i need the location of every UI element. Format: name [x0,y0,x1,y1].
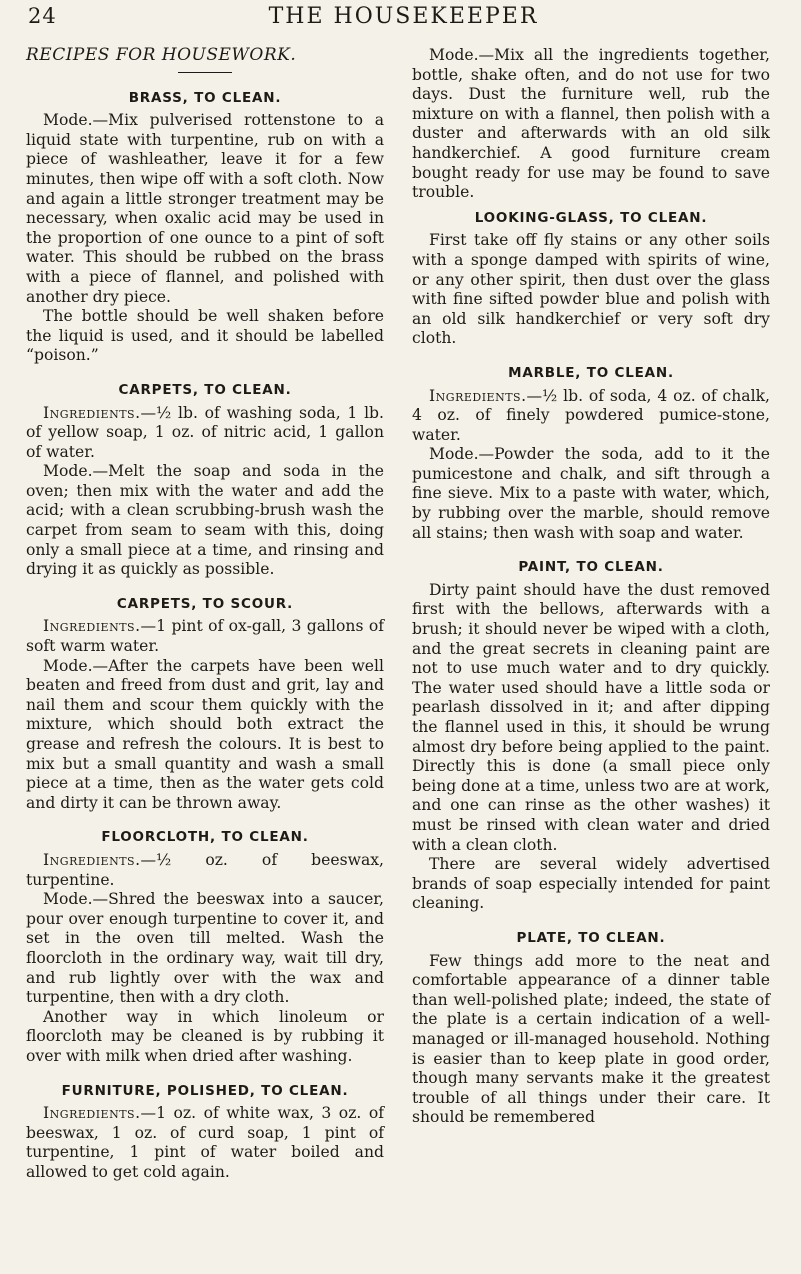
ingredients-label: Ingredients. [43,1104,141,1123]
section-title: RECIPES FOR HOUSEWORK. [26,45,297,65]
ingredients-text: —½ lb. of washing soda, 1 lb. of yellow soap, 1 oz. of nitric acid, 1 gallon of water. [26,403,384,461]
ingredients-text: —½ lb. of soda, 4 oz. of chalk, 4 oz. of finely powdered pumice-stone, water. [412,386,770,444]
furniture-ingredients [26,1104,384,1182]
marble-ingredients [412,387,770,446]
heading-marble: MARBLE, TO CLEAN. [508,364,674,381]
brass-note: The bottle should be well shaken before the liquid is used, and it should be labelled “poison.” [26,307,384,365]
paint-note: There are several widely advertised brands of soap especially intended for paint cleaning. [412,855,770,913]
ingredients-label: Ingredients. [43,850,141,869]
journal-title: THE HOUSEKEEPER [268,4,539,29]
carpets-clean-ingredients [26,404,384,463]
heading-brass: BRASS, TO CLEAN. [128,89,282,106]
carpets-scour-ingredients [26,617,384,656]
heading-plate: PLATE, TO CLEAN. [516,929,666,946]
page-number: 24 [28,4,57,28]
looking-glass-text: First take off fly stains or any other soils with a sponge damped with spirits of wine, or any other spirit, then dust over the glass with fine sifted powder blue and polish with an old silk handkerchief or very soft dry cloth. [412,231,770,348]
ingredients-text: —1 pint of ox-gall, 3 gallons of soft warm water. [26,617,384,656]
heading-carpets-clean: CARPETS, TO CLEAN. [118,381,292,398]
carpets-clean-mode: Mode.—Melt the soap and soda in the oven; then mix with the water and add the acid; with a clean scrubbing-brush wash the carpet from seam to seam with this, doing only a small piece at a time, and rinsing and drying it as quickly as possible. [26,462,384,579]
running-head [28,4,779,40]
paint-text: Dirty paint should have the dust removed first with the bellows, afterwards with a brush; it should never be wiped with a cloth, and the great secrets in cleaning paint are not to use much water and to dry quickly. The water used should have a little soda or pearlash dissolved in it; and after dipping the flannel used in this, it should be wrung almost dry before being applied to the paint. Directly this is done (a small piece only being done at a time, unless two are at work, and one can rinse as the other washes) it must be rinsed with clean water and dried with a clean cloth. [412,580,771,854]
furniture-mode: Mode.—Mix all the ingredients together, bottle, shake often, and do not use for two days. Dust the furniture well, rub the mixture on with a flannel, then polish with a duster and afterwards with an old silk handkerchief. A good furniture cream bought ready for use may be found to save trouble. [412,46,770,202]
heading-floorcloth: FLOORCLOTH, TO CLEAN. [101,829,309,846]
carpets-scour-mode: Mode.—After the carpets have been well beaten and freed from dust and grit, lay and nail them and scour them quickly with the mixture, which should both extract the grease and refresh the colours. It is best to mix but a small quantity and wash a small piece at a time, then as the water gets cold and dirty it can be thrown away. [26,656,384,812]
heading-looking-glass: LOOKING-GLASS, TO CLEAN. [474,209,708,226]
ingredients-label: Ingredients. [43,617,141,636]
heading-paint: PAINT, TO CLEAN. [518,559,664,576]
plate-text: Few things add more to the neat and comfortable appearance of a dinner table than well-polished plate; indeed, the state of the plate is a certain indication of a well-managed or ill-managed household. Nothing is easier than to keep plate in good order, though many servants make it the greatest trouble of all things under their care. It should be remembered [412,951,770,1127]
ingredients-text: —½ oz. of beeswax, turpentine. [26,850,384,889]
floorcloth-alternative: Another way in which linoleum or floorcloth may be cleaned is by rubbing it over with milk when dried after washing. [26,1007,384,1065]
left-column [26,46,384,1182]
marble-mode: Mode.—Powder the soda, add to it the pumicestone and chalk, and sift through a fine sieve. Mix to a paste with water, which, by rubbing over the marble, should remove all stains; then wash with soap and water. [412,445,770,542]
ingredients-text: —1 oz. of white wax, 3 oz. of beeswax, 1 oz. of curd soap, 1 pint of turpentine, 1 pint of water boiled and allowed to get cold again. [26,1104,384,1181]
floorcloth-mode: Mode.—Shred the beeswax into a saucer, pour over enough turpentine to cover it, and set in the oven till melted. Wash the floorcloth in the ordinary way, wait till dry, and rub lightly over with the wax and turpentine, then with a dry cloth. [26,890,384,1007]
ingredients-label: Ingredients. [429,386,527,405]
right-column [412,46,770,1128]
heading-carpets-scour: CARPETS, TO SCOUR. [116,595,294,612]
title-rule [178,72,232,73]
ingredients-label: Ingredients. [43,403,141,422]
floorcloth-ingredients [26,851,384,890]
heading-furniture: FURNITURE, POLISHED, TO CLEAN. [61,1082,349,1099]
brass-mode: Mode.—Mix pulverised rottenstone to a liquid state with turpentine, rub on with a piece of washleather, leave it for a few minutes, then wipe off with a soft cloth. Now and again a little stronger treatment may be necessary, when oxalic acid may be used in the proportion of one ounce to a pint of soft water. This should be rubbed on the brass with a piece of flannel, and polished with another dry piece. [26,111,384,306]
